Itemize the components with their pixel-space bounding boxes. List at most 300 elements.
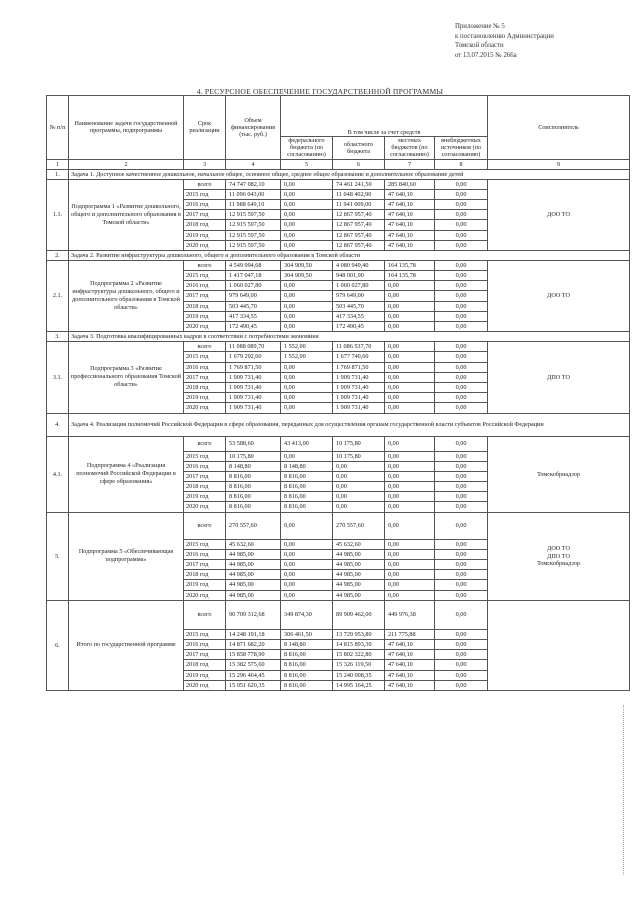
extra-budget-cell: 0,00 — [435, 210, 488, 220]
extra-budget-cell: 0,00 — [435, 461, 488, 471]
executor-line: ДОО ТО — [547, 211, 570, 219]
local-cell: 211 775,88 — [385, 629, 435, 639]
local-cell: 0,00 — [385, 512, 435, 539]
period-cell: 2018 год — [184, 220, 226, 230]
volume-cell: 74 747 082,10 — [226, 179, 281, 189]
federal-cell: 0,00 — [281, 281, 333, 291]
column-number-cell: 8 — [435, 159, 488, 169]
federal-cell: 0,00 — [281, 362, 333, 372]
federal-cell: 0,00 — [281, 590, 333, 600]
volume-cell: 1 909 731,40 — [226, 382, 281, 392]
regional-cell: 417 334,55 — [333, 311, 385, 321]
regional-cell: 1 909 731,40 — [333, 382, 385, 392]
period-cell: 2016 год — [184, 281, 226, 291]
column-number-cell: 9 — [488, 159, 630, 169]
local-cell: 0,00 — [385, 281, 435, 291]
col-obl-header: областного бюджета — [333, 137, 385, 160]
period-cell: 2019 год — [184, 670, 226, 680]
regional-cell: 44 985,00 — [333, 590, 385, 600]
federal-cell: 0,00 — [281, 311, 333, 321]
volume-cell: 172 490,45 — [226, 322, 281, 332]
executor-cell — [488, 260, 630, 331]
regional-cell: 1 909 731,40 — [333, 372, 385, 382]
column-number-cell: 3 — [184, 159, 226, 169]
program-number: 4.1. — [47, 436, 69, 512]
federal-cell: 8 816,00 — [281, 650, 333, 660]
local-cell: 0,00 — [385, 352, 435, 362]
local-cell: 0,00 — [385, 539, 435, 549]
regional-cell: 503 445,70 — [333, 301, 385, 311]
period-cell: 2018 год — [184, 301, 226, 311]
extra-budget-cell: 0,00 — [435, 372, 488, 382]
extra-budget-cell: 0,00 — [435, 342, 488, 352]
extra-budget-cell: 0,00 — [435, 680, 488, 690]
federal-cell: 0,00 — [281, 179, 333, 189]
period-cell: 2015 год — [184, 539, 226, 549]
volume-cell: 14 248 191,18 — [226, 629, 281, 639]
volume-cell: 90 709 312,68 — [226, 600, 281, 629]
period-cell: 2018 год — [184, 382, 226, 392]
federal-cell: 0,00 — [281, 393, 333, 403]
task-row — [47, 413, 630, 436]
executor-line: ДОО ТО — [547, 292, 570, 300]
period-cell: 2016 год — [184, 199, 226, 209]
regional-cell: 14 815 893,30 — [333, 639, 385, 649]
period-cell: всего — [184, 342, 226, 352]
task-title: Задача 1. Доступное качественное дошкольное, начальное общее, основное общее, среднее общее образование и дополнительное образование детей — [69, 169, 630, 179]
local-cell: 0,00 — [385, 482, 435, 492]
period-cell: 2016 год — [184, 362, 226, 372]
period-cell: 2018 год — [184, 482, 226, 492]
federal-cell: 1 552,00 — [281, 342, 333, 352]
federal-cell: 304 909,50 — [281, 271, 333, 281]
local-cell: 0,00 — [385, 311, 435, 321]
federal-cell: 0,00 — [281, 230, 333, 240]
regional-cell: 0,00 — [333, 492, 385, 502]
scan-artifact — [623, 705, 625, 875]
period-cell: 2019 год — [184, 230, 226, 240]
extra-budget-cell: 0,00 — [435, 539, 488, 549]
period-cell: 2019 год — [184, 311, 226, 321]
local-cell: 0,00 — [385, 362, 435, 372]
local-cell: 47 640,10 — [385, 210, 435, 220]
volume-cell: 12 915 597,50 — [226, 210, 281, 220]
regional-cell: 12 867 957,40 — [333, 230, 385, 240]
local-cell: 164 135,78 — [385, 260, 435, 270]
program-name: Подпрограмма 5 «Обеспечивающая подпрограмма» — [69, 512, 184, 600]
local-cell: 0,00 — [385, 580, 435, 590]
volume-cell: 8 816,00 — [226, 492, 281, 502]
volume-cell: 1 909 731,40 — [226, 372, 281, 382]
extra-budget-cell: 0,00 — [435, 230, 488, 240]
regional-cell: 1 769 871,50 — [333, 362, 385, 372]
volume-cell: 12 915 597,50 — [226, 240, 281, 250]
period-cell: всего — [184, 179, 226, 189]
local-cell: 47 640,10 — [385, 650, 435, 660]
program-name: Подпрограмма 4 «Реализация полномочий Российской Федерации в сфере образования» — [69, 436, 184, 512]
local-cell: 47 640,10 — [385, 240, 435, 250]
extra-budget-cell: 0,00 — [435, 600, 488, 629]
column-number-cell: 7 — [385, 159, 435, 169]
program-number: 2.1. — [47, 260, 69, 331]
finance-row — [47, 600, 630, 629]
extra-budget-cell: 0,00 — [435, 271, 488, 281]
federal-cell: 8 816,00 — [281, 492, 333, 502]
regional-cell: 74 461 241,50 — [333, 179, 385, 189]
regional-cell: 12 867 957,40 — [333, 240, 385, 250]
extra-budget-cell: 0,00 — [435, 629, 488, 639]
regional-cell: 172 490,45 — [333, 322, 385, 332]
regional-cell: 12 867 957,40 — [333, 220, 385, 230]
volume-cell: 8 816,00 — [226, 471, 281, 481]
resource-table — [46, 95, 630, 691]
volume-cell: 1 769 871,50 — [226, 362, 281, 372]
period-cell: 2015 год — [184, 451, 226, 461]
federal-cell: 304 909,50 — [281, 260, 333, 270]
task-row — [47, 169, 630, 179]
federal-cell: 0,00 — [281, 560, 333, 570]
volume-cell: 44 985,00 — [226, 580, 281, 590]
extra-budget-cell: 0,00 — [435, 291, 488, 301]
column-number-cell: 5 — [281, 159, 333, 169]
col-name-header: Наименование задачи государственной программы, подпрограммы — [69, 96, 184, 160]
federal-cell: 8 816,00 — [281, 502, 333, 512]
period-cell: 2020 год — [184, 590, 226, 600]
volume-cell: 1 909 731,40 — [226, 403, 281, 413]
local-cell: 0,00 — [385, 322, 435, 332]
federal-cell: 43 413,00 — [281, 436, 333, 451]
regional-cell: 1 060 027,80 — [333, 281, 385, 291]
federal-cell: 0,00 — [281, 382, 333, 392]
federal-cell: 0,00 — [281, 403, 333, 413]
volume-cell: 11 988 649,10 — [226, 199, 281, 209]
col-incl-header: В том числе за счет средств — [281, 96, 488, 137]
task-title: Задача 2. Развитие инфраструктуры дошкольного, общего и дополнительного образования в Томской области — [69, 250, 630, 260]
col-fed-header: федерального бюджета (по согласованию) — [281, 137, 333, 160]
local-cell: 0,00 — [385, 461, 435, 471]
program-name: Подпрограмма 1 «Развитие дошкольного, общего и дополнительного образования в Томской области» — [69, 179, 184, 250]
regional-cell: 0,00 — [333, 471, 385, 481]
period-cell: 2015 год — [184, 352, 226, 362]
volume-cell: 8 816,00 — [226, 502, 281, 512]
period-cell: всего — [184, 436, 226, 451]
federal-cell: 0,00 — [281, 580, 333, 590]
period-cell: 2019 год — [184, 393, 226, 403]
volume-cell: 15 858 778,90 — [226, 650, 281, 660]
task-row — [47, 332, 630, 342]
regional-cell: 15 326 119,50 — [333, 660, 385, 670]
volume-cell: 44 985,00 — [226, 590, 281, 600]
federal-cell: 0,00 — [281, 210, 333, 220]
task-title: Задача 3. Подготовка квалифицированных кадров в соответствии с потребностями экономики — [69, 332, 630, 342]
extra-budget-cell: 0,00 — [435, 650, 488, 660]
executor-cell — [488, 600, 630, 690]
local-cell: 164 135,78 — [385, 271, 435, 281]
extra-budget-cell: 0,00 — [435, 482, 488, 492]
volume-cell: 12 915 597,50 — [226, 220, 281, 230]
federal-cell: 8 816,00 — [281, 482, 333, 492]
federal-cell: 0,00 — [281, 189, 333, 199]
regional-cell: 44 985,00 — [333, 549, 385, 559]
volume-cell: 45 632,60 — [226, 539, 281, 549]
period-cell: 2017 год — [184, 372, 226, 382]
extra-budget-cell: 0,00 — [435, 639, 488, 649]
volume-cell: 1 417 047,18 — [226, 271, 281, 281]
local-cell: 0,00 — [385, 492, 435, 502]
volume-cell: 4 549 994,68 — [226, 260, 281, 270]
period-cell: 2019 год — [184, 580, 226, 590]
extra-budget-cell: 0,00 — [435, 362, 488, 372]
program-name: Подпрограмма 2 «Развитие инфраструктуры дошкольного, общего и дополнительного образования в Томской области» — [69, 260, 184, 331]
local-cell: 47 640,10 — [385, 639, 435, 649]
extra-budget-cell: 0,00 — [435, 403, 488, 413]
local-cell: 47 640,10 — [385, 189, 435, 199]
period-cell: 2018 год — [184, 660, 226, 670]
finance-row — [47, 179, 630, 189]
local-cell: 47 640,10 — [385, 199, 435, 209]
volume-cell: 979 649,00 — [226, 291, 281, 301]
federal-cell: 8 816,00 — [281, 471, 333, 481]
extra-budget-cell: 0,00 — [435, 580, 488, 590]
extra-budget-cell: 0,00 — [435, 352, 488, 362]
extra-budget-cell: 0,00 — [435, 393, 488, 403]
federal-cell: 0,00 — [281, 539, 333, 549]
regional-cell: 44 985,00 — [333, 560, 385, 570]
executor-cell — [488, 512, 630, 600]
volume-cell: 44 985,00 — [226, 549, 281, 559]
volume-cell: 8 816,00 — [226, 482, 281, 492]
task-number: 1. — [47, 169, 69, 179]
program-name: Итого по государственной программе — [69, 600, 184, 690]
extra-budget-cell: 0,00 — [435, 502, 488, 512]
regional-cell: 12 867 957,40 — [333, 210, 385, 220]
header-line: к постановлению Администрации — [455, 32, 554, 40]
local-cell: 0,00 — [385, 502, 435, 512]
local-cell: 0,00 — [385, 393, 435, 403]
volume-cell: 1 909 731,40 — [226, 393, 281, 403]
extra-budget-cell: 0,00 — [435, 560, 488, 570]
period-cell: 2020 год — [184, 240, 226, 250]
local-cell: 0,00 — [385, 549, 435, 559]
period-cell: 2016 год — [184, 461, 226, 471]
volume-cell: 1 060 027,80 — [226, 281, 281, 291]
period-cell: всего — [184, 600, 226, 629]
local-cell: 0,00 — [385, 291, 435, 301]
extra-budget-cell: 0,00 — [435, 451, 488, 461]
task-number: 2. — [47, 250, 69, 260]
period-cell: 2019 год — [184, 492, 226, 502]
finance-row — [47, 342, 630, 352]
regional-cell: 44 985,00 — [333, 570, 385, 580]
period-cell: всего — [184, 260, 226, 270]
volume-cell: 15 382 575,60 — [226, 660, 281, 670]
extra-budget-cell: 0,00 — [435, 512, 488, 539]
federal-cell: 0,00 — [281, 240, 333, 250]
extra-budget-cell: 0,00 — [435, 281, 488, 291]
executor-cell — [488, 342, 630, 413]
federal-cell: 0,00 — [281, 570, 333, 580]
local-cell: 47 640,10 — [385, 220, 435, 230]
period-cell: 2020 год — [184, 502, 226, 512]
period-cell: 2020 год — [184, 680, 226, 690]
volume-cell: 417 334,55 — [226, 311, 281, 321]
extra-budget-cell: 0,00 — [435, 492, 488, 502]
extra-budget-cell: 0,00 — [435, 189, 488, 199]
period-cell: всего — [184, 512, 226, 539]
period-cell: 2017 год — [184, 210, 226, 220]
local-cell: 0,00 — [385, 372, 435, 382]
regional-cell: 10 175,80 — [333, 451, 385, 461]
executor-line: ДОО ТО — [547, 545, 570, 553]
volume-cell: 44 985,00 — [226, 570, 281, 580]
volume-cell: 503 445,70 — [226, 301, 281, 311]
federal-cell: 0,00 — [281, 220, 333, 230]
volume-cell: 53 588,60 — [226, 436, 281, 451]
extra-budget-cell: 0,00 — [435, 590, 488, 600]
regional-cell: 15 802 322,80 — [333, 650, 385, 660]
period-cell: 2016 год — [184, 639, 226, 649]
executor-line: ДПО ТО — [547, 373, 570, 381]
period-cell: 2017 год — [184, 560, 226, 570]
col-num-header: № п/п — [47, 96, 69, 160]
task-number: 3. — [47, 332, 69, 342]
regional-cell: 948 001,90 — [333, 271, 385, 281]
local-cell: 0,00 — [385, 301, 435, 311]
extra-budget-cell: 0,00 — [435, 471, 488, 481]
local-cell: 47 640,10 — [385, 670, 435, 680]
program-number: 5. — [47, 512, 69, 600]
federal-cell: 0,00 — [281, 549, 333, 559]
column-number-cell: 6 — [333, 159, 385, 169]
header-line: Томской области — [455, 42, 504, 49]
regional-cell: 1 677 740,60 — [333, 352, 385, 362]
local-cell: 0,00 — [385, 570, 435, 580]
finance-row — [47, 260, 630, 270]
regional-cell: 1 909 731,40 — [333, 393, 385, 403]
regional-cell: 11 086 537,70 — [333, 342, 385, 352]
local-cell: 0,00 — [385, 403, 435, 413]
federal-cell: 0,00 — [281, 291, 333, 301]
federal-cell: 0,00 — [281, 451, 333, 461]
volume-cell: 8 148,80 — [226, 461, 281, 471]
header-line: от 13.07.2015 № 266а — [455, 51, 517, 59]
program-number: 3.1. — [47, 342, 69, 413]
extra-budget-cell: 0,00 — [435, 382, 488, 392]
finance-row — [47, 512, 630, 539]
volume-cell: 12 915 597,50 — [226, 230, 281, 240]
extra-budget-cell: 0,00 — [435, 549, 488, 559]
program-number: 1.1. — [47, 179, 69, 250]
col-term-header: Срок реализации — [184, 96, 226, 160]
local-cell: 285 840,60 — [385, 179, 435, 189]
task-number: 4. — [47, 413, 69, 436]
regional-cell: 11 941 009,00 — [333, 199, 385, 209]
local-cell: 0,00 — [385, 590, 435, 600]
local-cell: 0,00 — [385, 471, 435, 481]
local-cell: 0,00 — [385, 382, 435, 392]
local-cell: 0,00 — [385, 436, 435, 451]
federal-cell: 0,00 — [281, 301, 333, 311]
local-cell: 47 640,10 — [385, 230, 435, 240]
extra-budget-cell: 0,00 — [435, 199, 488, 209]
extra-budget-cell: 0,00 — [435, 260, 488, 270]
period-cell: 2015 год — [184, 271, 226, 281]
local-cell: 0,00 — [385, 451, 435, 461]
volume-cell: 15 296 464,45 — [226, 670, 281, 680]
regional-cell: 45 632,60 — [333, 539, 385, 549]
volume-cell: 10 175,80 — [226, 451, 281, 461]
column-number-cell: 1 — [47, 159, 69, 169]
program-number: 6. — [47, 600, 69, 690]
executor-line: ДПО ТО — [547, 552, 570, 560]
federal-cell: 8 816,00 — [281, 660, 333, 670]
extra-budget-cell: 0,00 — [435, 311, 488, 321]
regional-cell: 4 080 949,40 — [333, 260, 385, 270]
federal-cell: 1 552,00 — [281, 352, 333, 362]
column-number-cell: 2 — [69, 159, 184, 169]
regional-cell: 15 240 008,35 — [333, 670, 385, 680]
federal-cell: 8 148,80 — [281, 461, 333, 471]
extra-budget-cell: 0,00 — [435, 670, 488, 680]
federal-cell: 8 148,80 — [281, 639, 333, 649]
federal-cell: 0,00 — [281, 199, 333, 209]
regional-cell: 44 985,00 — [333, 580, 385, 590]
volume-cell: 15 051 620,35 — [226, 680, 281, 690]
federal-cell: 0,00 — [281, 322, 333, 332]
col-extra-header: внебюджетных источников (по согласованию) — [435, 137, 488, 160]
period-cell: 2017 год — [184, 471, 226, 481]
federal-cell: 8 816,00 — [281, 670, 333, 680]
section-title: 4. РЕСУРСНОЕ ОБЕСПЕЧЕНИЕ ГОСУДАРСТВЕННОЙ ПРОГРАММЫ — [196, 87, 444, 96]
federal-cell: 306 461,50 — [281, 629, 333, 639]
finance-row — [47, 436, 630, 451]
document-header — [455, 22, 554, 60]
executor-line: Томскобрнадзор — [537, 559, 580, 567]
col-executor-header: Соисполнитель — [488, 96, 630, 160]
period-cell: 2017 год — [184, 650, 226, 660]
period-cell: 2017 год — [184, 291, 226, 301]
col-volume-header: Объем финансирования (тыс. руб.) — [226, 96, 281, 160]
column-number-cell: 4 — [226, 159, 281, 169]
federal-cell: 0,00 — [281, 372, 333, 382]
period-cell: 2018 год — [184, 570, 226, 580]
volume-cell: 14 871 682,20 — [226, 639, 281, 649]
period-cell: 2020 год — [184, 322, 226, 332]
volume-cell: 270 557,60 — [226, 512, 281, 539]
volume-cell: 1 679 292,60 — [226, 352, 281, 362]
local-cell: 0,00 — [385, 342, 435, 352]
task-row — [47, 250, 630, 260]
extra-budget-cell: 0,00 — [435, 220, 488, 230]
regional-cell: 13 729 953,80 — [333, 629, 385, 639]
extra-budget-cell: 0,00 — [435, 179, 488, 189]
extra-budget-cell: 0,00 — [435, 436, 488, 451]
regional-cell: 11 048 402,90 — [333, 189, 385, 199]
regional-cell: 0,00 — [333, 461, 385, 471]
executor-line: Томскобрнадзор — [537, 470, 580, 478]
regional-cell: 89 909 462,00 — [333, 600, 385, 629]
volume-cell: 11 096 043,00 — [226, 189, 281, 199]
period-cell: 2015 год — [184, 629, 226, 639]
extra-budget-cell: 0,00 — [435, 570, 488, 580]
extra-budget-cell: 0,00 — [435, 240, 488, 250]
volume-cell: 11 088 089,70 — [226, 342, 281, 352]
local-cell: 47 640,10 — [385, 660, 435, 670]
extra-budget-cell: 0,00 — [435, 301, 488, 311]
local-cell: 47 640,10 — [385, 680, 435, 690]
volume-cell: 44 985,00 — [226, 560, 281, 570]
regional-cell: 979 649,00 — [333, 291, 385, 301]
